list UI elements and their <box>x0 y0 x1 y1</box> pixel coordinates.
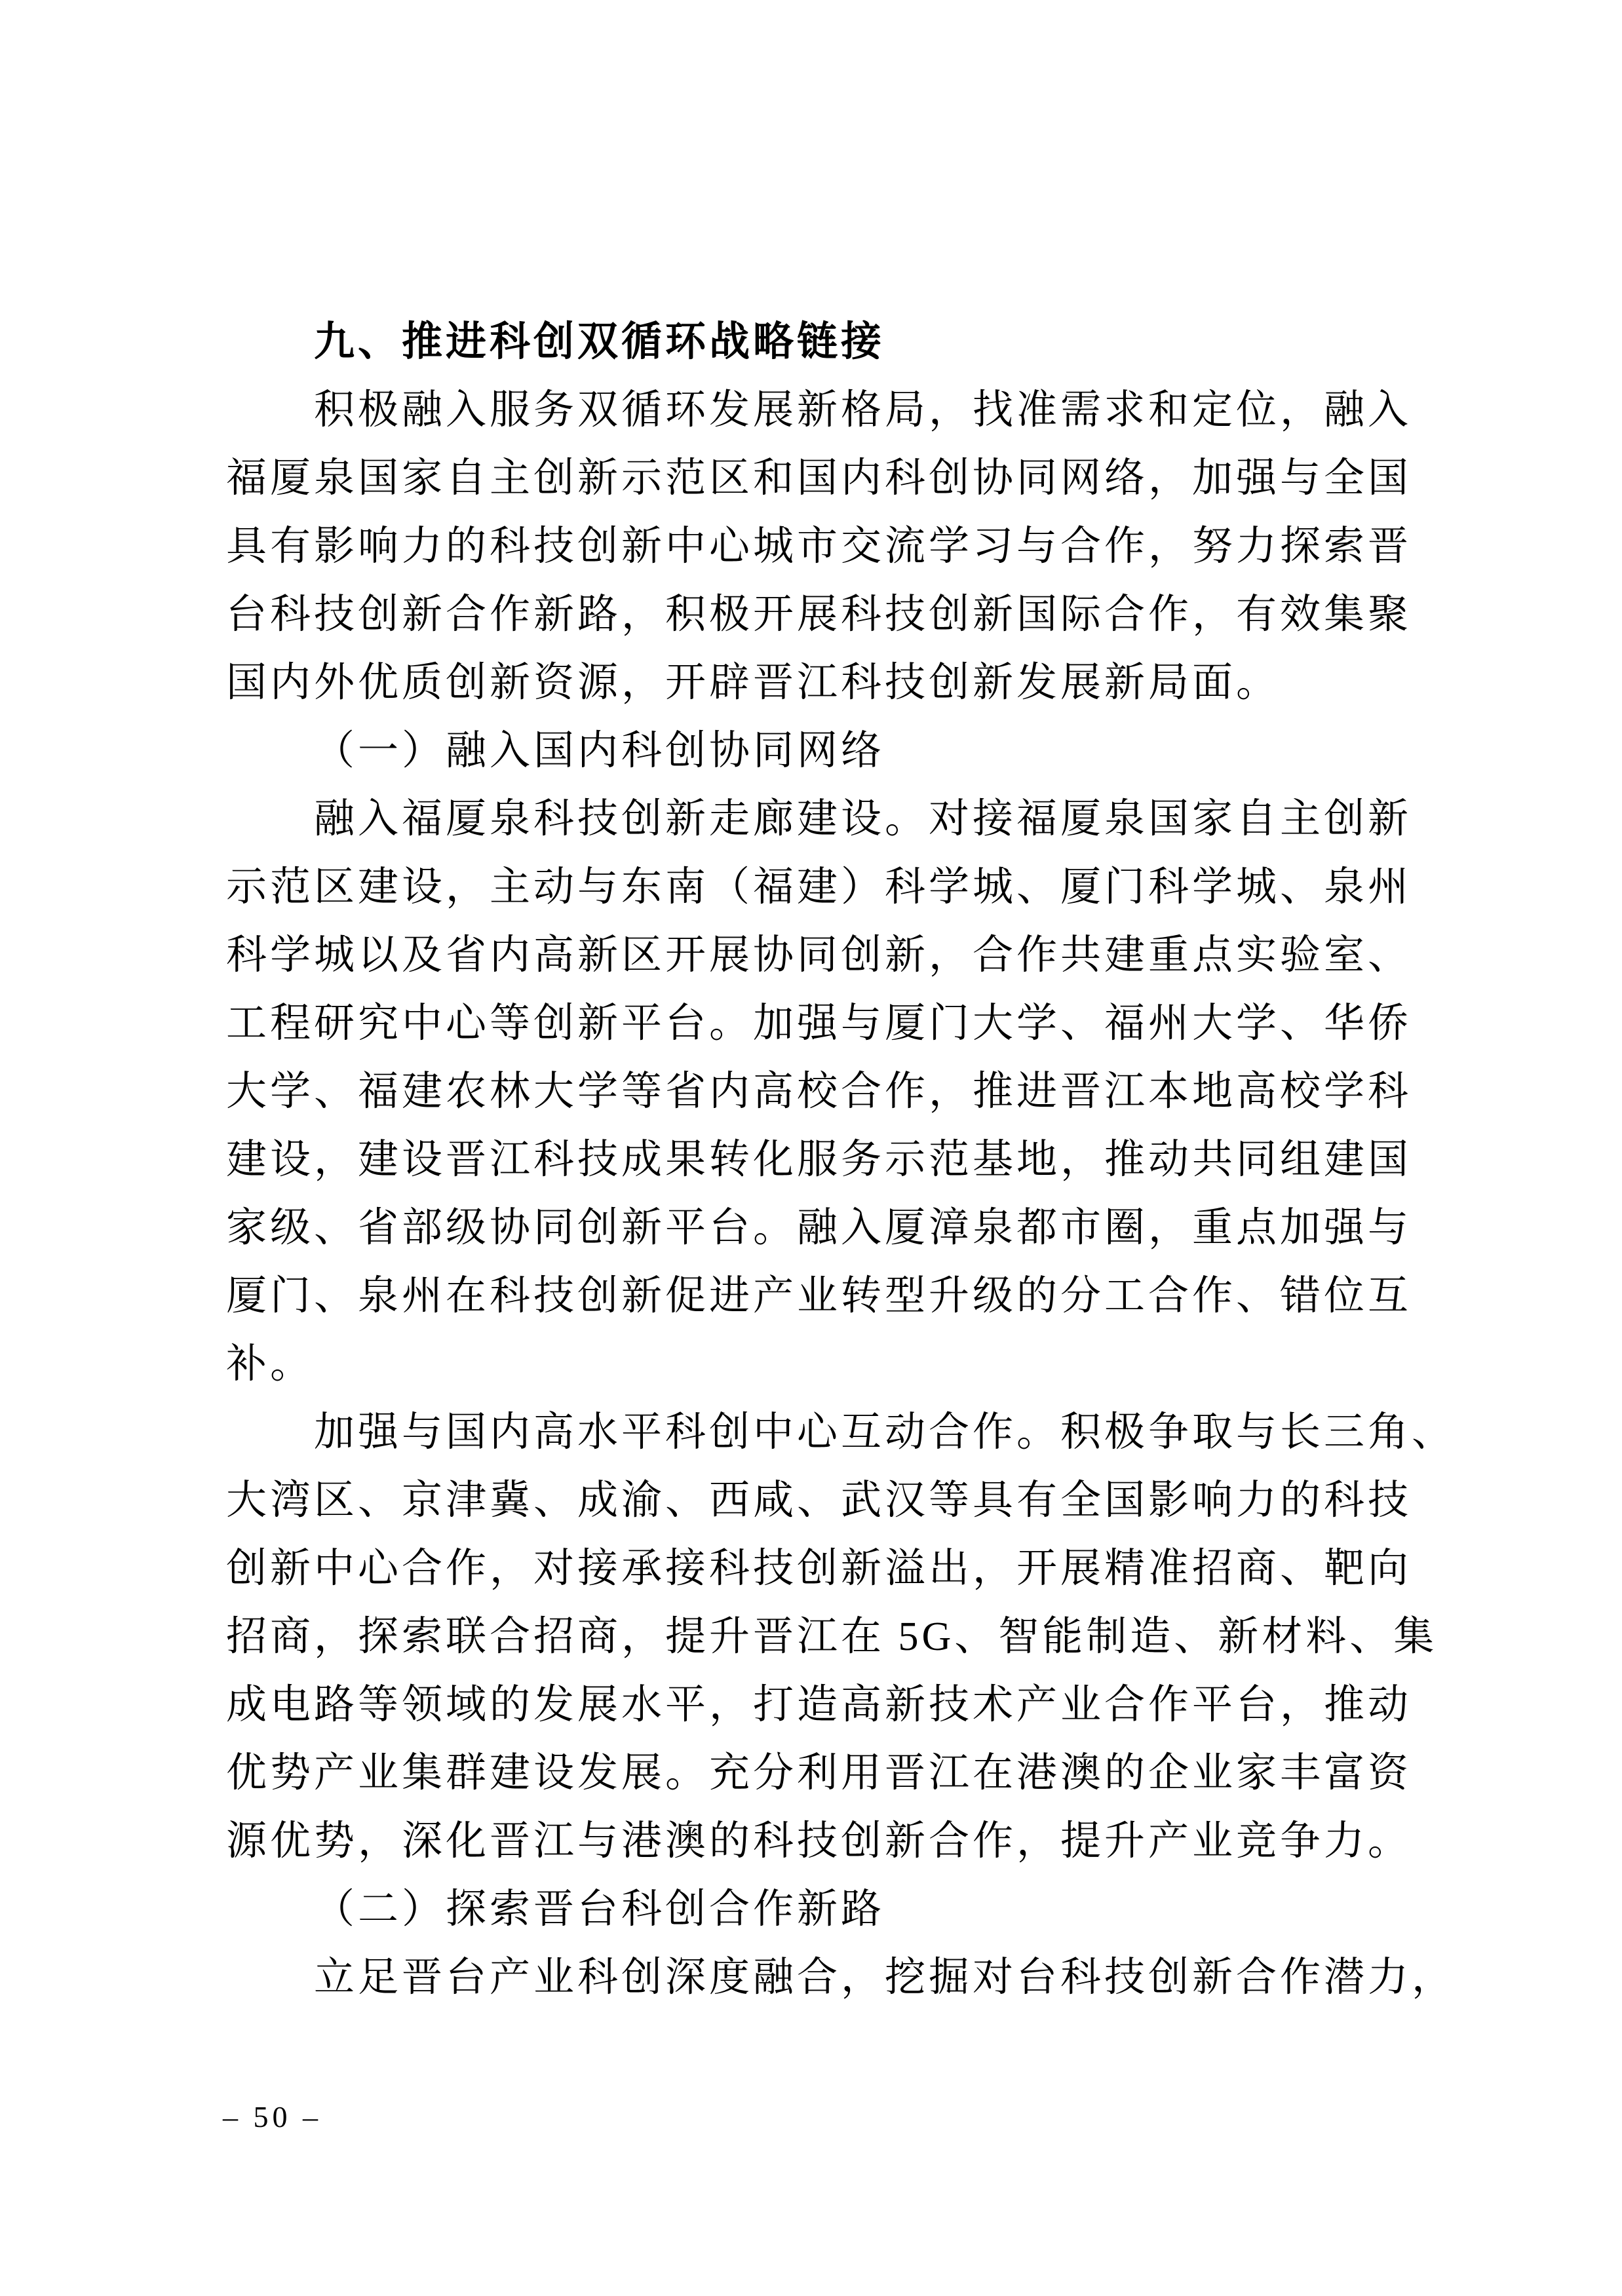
section-heading: 九、推进科创双循环战略链接 <box>314 319 885 364</box>
body-line: 具有影响力的科技创新中心城市交流学习与合作，努力探索晋 <box>226 524 1412 569</box>
body-line: 融入福厦泉科技创新走廊建设。对接福厦泉国家自主创新 <box>314 797 1412 841</box>
body-line: 建设，建设晋江科技成果转化服务示范基地，推动共同组建国 <box>226 1138 1412 1182</box>
body-line: 福厦泉国家自主创新示范区和国内科创协同网络，加强与全国 <box>226 456 1412 501</box>
subsection-heading: （二）探索晋台科创合作新路 <box>314 1887 885 1932</box>
body-line: 补。 <box>226 1342 315 1387</box>
body-line: 招商，探索联合招商，提升晋江在 5G、智能制造、新材料、集 <box>226 1615 1438 1659</box>
subsection-heading: （一）融入国内科创协同网络 <box>314 729 885 773</box>
body-line: 创新中心合作，对接承接科技创新溢出，开展精准招商、靶向 <box>226 1546 1412 1591</box>
body-line: 加强与国内高水平科创中心互动合作。积极争取与长三角、 <box>314 1410 1456 1455</box>
body-line: 台科技创新合作新路，积极开展科技创新国际合作，有效集聚 <box>226 592 1412 637</box>
body-line: 优势产业集群建设发展。充分利用晋江在港澳的企业家丰富资 <box>226 1751 1412 1795</box>
body-line: 大湾区、京津冀、成渝、西咸、武汉等具有全国影响力的科技 <box>226 1478 1412 1523</box>
body-line: 源优势，深化晋江与港澳的科技创新合作，提升产业竞争力。 <box>226 1819 1412 1864</box>
document-page <box>226 308 1456 2012</box>
page-number: – 50 – <box>223 2100 322 2133</box>
body-line: 示范区建设，主动与东南（福建）科学城、厦门科学城、泉州 <box>226 865 1412 909</box>
body-line: 科学城以及省内高新区开展协同创新，合作共建重点实验室、 <box>226 933 1412 978</box>
body-line: 家级、省部级协同创新平台。融入厦漳泉都市圈，重点加强与 <box>226 1206 1412 1250</box>
body-line: 大学、福建农林大学等省内高校合作，推进晋江本地高校学科 <box>226 1069 1412 1114</box>
body-line: 厦门、泉州在科技创新促进产业转型升级的分工合作、错位互 <box>226 1274 1412 1318</box>
body-line: 立足晋台产业科创深度融合，挖掘对台科技创新合作潜力， <box>314 1955 1456 2000</box>
body-line: 国内外优质创新资源，开辟晋江科技创新发展新局面。 <box>226 660 1281 705</box>
body-line: 工程研究中心等创新平台。加强与厦门大学、福州大学、华侨 <box>226 1001 1412 1046</box>
body-line: 成电路等领域的发展水平，打造高新技术产业合作平台，推动 <box>226 1683 1412 1727</box>
body-line: 积极融入服务双循环发展新格局，找准需求和定位，融入 <box>314 388 1412 432</box>
